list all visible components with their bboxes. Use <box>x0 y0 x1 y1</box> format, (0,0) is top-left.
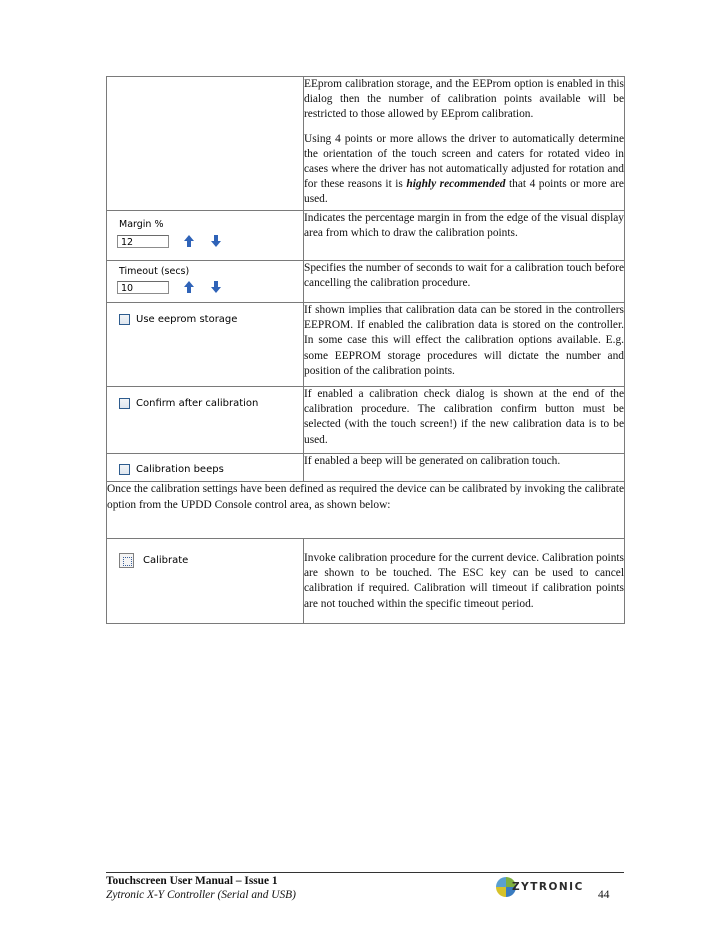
paragraph: Indicates the percentage margin in from the edge of the visual display area from which to draw the calibration points. <box>304 212 624 240</box>
description-cell <box>304 303 625 387</box>
calibrate-label: Calibrate <box>143 555 189 566</box>
checkbox-label: Confirm after calibration <box>136 398 259 409</box>
paragraph-text: Using 4 points or more allows the driver to automatically determine the orientation of the touch screen and caters for rotated video in cases where the driver has not automatically adjusted for rotation and for these reasons it is <box>304 132 624 191</box>
emphasis-text: highly recommended <box>406 178 506 191</box>
description-cell <box>304 387 625 454</box>
paragraph: EEprom calibration storage, and the EEProm option is enabled in this dialog then the number of calibration points available will be restricted to those allowed by EEprom calibration. <box>304 78 624 121</box>
ui-cell <box>107 261 304 303</box>
table-row <box>107 77 625 211</box>
checkbox-label: Use eeprom storage <box>136 314 238 325</box>
footer-subtitle: Zytronic X-Y Controller (Serial and USB) <box>106 889 296 901</box>
page-number: 44 <box>598 889 610 901</box>
table-row <box>107 539 625 624</box>
arrow-up-icon[interactable] <box>181 279 197 295</box>
margin-input[interactable]: 12 <box>117 235 169 248</box>
paragraph: If shown implies that calibration data can be stored in the controllers EEPROM. If enabled the calibration data is stored on the controller. In some case this will effect the calibration options available. E.g. some EEPROM storage procedures will dictate the number and position of the calibration points. <box>304 304 624 377</box>
timeout-input[interactable]: 10 <box>117 281 169 294</box>
calibrate-icon <box>119 553 134 568</box>
checkbox-box[interactable] <box>119 464 130 475</box>
confirm-after-calibration-checkbox[interactable] <box>119 398 258 409</box>
ui-cell <box>107 211 304 261</box>
arrow-up-icon[interactable] <box>181 233 197 249</box>
ui-cell <box>107 303 304 387</box>
checkbox-box[interactable] <box>119 398 130 409</box>
table-row <box>107 482 625 539</box>
calibration-beeps-checkbox[interactable] <box>119 464 224 475</box>
arrow-down-icon[interactable] <box>208 233 224 249</box>
arrow-down-icon[interactable] <box>208 279 224 295</box>
use-eeprom-checkbox[interactable] <box>119 314 237 325</box>
checkbox-box[interactable] <box>119 314 130 325</box>
description-cell <box>304 454 625 482</box>
timeout-label: Timeout (secs) <box>119 266 190 277</box>
paragraph: Specifies the number of seconds to wait for a calibration touch before cancelling the calibration procedure. <box>304 262 624 290</box>
footer-divider <box>106 872 624 873</box>
paragraph: If enabled a calibration check dialog is shown at the end of the calibration procedure. The calibration confirm button must be selected (with the touch screen!) if the new calibration data is to be used. <box>304 388 624 446</box>
margin-label: Margin % <box>119 219 164 230</box>
ui-cell <box>107 387 304 454</box>
description-cell <box>304 261 625 303</box>
full-width-cell <box>107 482 625 539</box>
table-row <box>107 211 625 261</box>
paragraph <box>304 132 624 208</box>
table-row <box>107 387 625 454</box>
ui-cell <box>107 539 304 624</box>
ui-cell <box>107 454 304 482</box>
table-row <box>107 454 625 482</box>
description-cell <box>304 211 625 261</box>
description-cell <box>304 539 625 624</box>
paragraph: Once the calibration settings have been defined as required the device can be calibrated by invoking the calibrate option from the UPDD Console control area, as shown below: <box>107 483 624 511</box>
checkbox-label: Calibration beeps <box>136 464 224 475</box>
calibrate-button[interactable] <box>119 553 188 568</box>
paragraph: Invoke calibration procedure for the current device. Calibration points are shown to be touched. The ESC key can be used to cancel calibration if required. Calibration will timeout if calibration points are not touched within the specific timeout period. <box>304 552 624 610</box>
paragraph-text: that 4 points or more are used. <box>304 178 624 206</box>
footer-title: Touchscreen User Manual – Issue 1 <box>106 875 278 887</box>
empty-ui-cell <box>107 77 304 211</box>
table-row <box>107 261 625 303</box>
paragraph: If enabled a beep will be generated on calibration touch. <box>304 455 561 467</box>
settings-table <box>106 76 625 624</box>
logo-text: ZYTRONIC <box>512 881 584 893</box>
description-cell <box>304 77 625 211</box>
table-row <box>107 303 625 387</box>
zytronic-logo <box>496 876 586 898</box>
